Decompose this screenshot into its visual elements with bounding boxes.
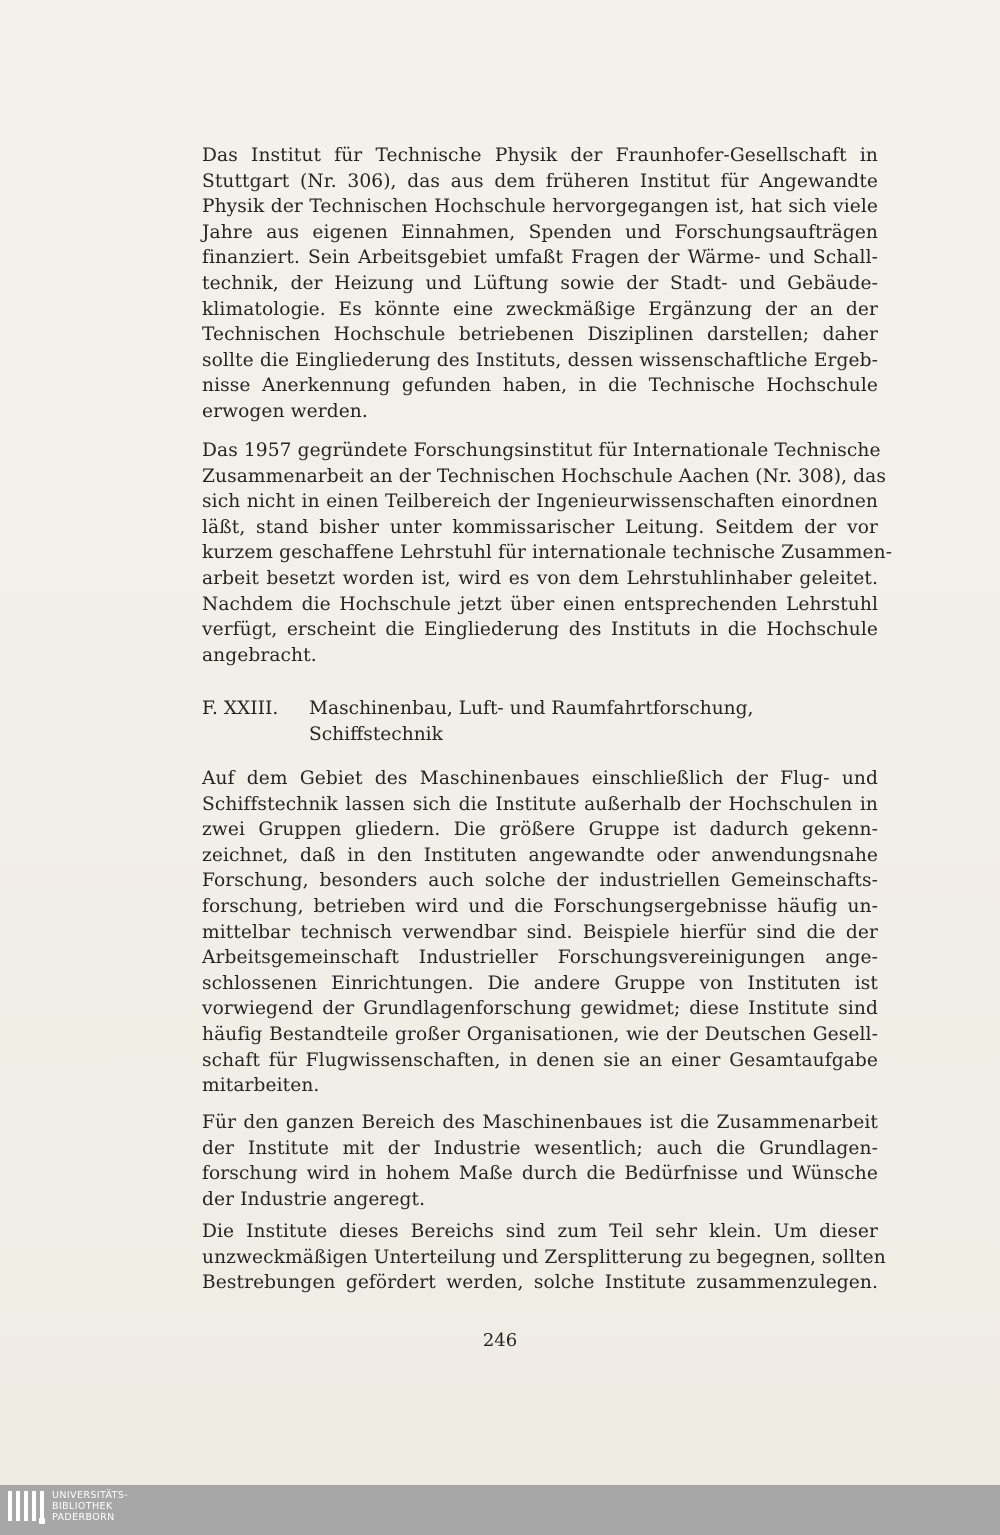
text-line: Zusammenarbeit an der Technischen Hochschule Aachen (Nr. 308), das: [202, 465, 886, 487]
text-line: der Institute mit der Industrie wesentlich; auch die Grundlagen-: [202, 1137, 878, 1159]
text-line: sich nicht in einen Teilbereich der Ingenieurwissenschaften einordnen: [202, 491, 878, 513]
text-line: der Industrie angeregt.: [202, 1188, 426, 1210]
text-line: finanziert. Sein Arbeitsgebiet umfaßt Fragen der Wärme- und Schall-: [202, 247, 878, 269]
text-line: Nachdem die Hochschule jetzt über einen entsprechenden Lehrstuhl: [202, 593, 878, 615]
section-title-line-1: Maschinenbau, Luft- und Raumfahrtforschung,: [309, 698, 754, 719]
text-line: kurzem geschaffene Lehrstuhl für internationale technische Zusammen-: [202, 542, 893, 564]
text-line: Physik der Technischen Hochschule hervorgegangen ist, hat sich viele: [202, 196, 878, 218]
text-line: schaft für Flugwissenschaften, in denen sie an einer Gesamtaufgabe: [202, 1049, 878, 1071]
logo-line-1: UNIVERSITÄTS-: [52, 1490, 129, 1501]
text-line: zeichnet, daß in den Instituten angewandte oder anwendungsnahe: [202, 844, 878, 866]
text-line: Bestrebungen gefördert werden, solche Institute zusammenzulegen.: [202, 1272, 878, 1294]
text-line: Auf dem Gebiet des Maschinenbaues einschließlich der Flug- und: [202, 768, 878, 789]
text-line: Die Institute dieses Bereichs sind zum Teil sehr klein. Um dieser: [202, 1221, 878, 1242]
paragraph-zusammenarbeit-industrie: [202, 1110, 878, 1212]
text-line: mittelbar technisch verwendbar sind. Beispiele hierfür sind die der: [202, 921, 878, 943]
text-line: arbeit besetzt worden ist, wird es von dem Lehrstuhlinhaber geleitet.: [202, 567, 878, 589]
paragraph-institut-technische-physik: [202, 143, 878, 425]
text-line: Stuttgart (Nr. 306), das aus dem früheren Institut für Angewandte: [202, 170, 878, 192]
text-line: Das Institut für Technische Physik der Fraunhofer-Gesellschaft in: [202, 145, 878, 166]
text-line: zwei Gruppen gliedern. Die größere Gruppe ist dadurch gekenn-: [202, 819, 878, 841]
text-line: Arbeitsgemeinschaft Industrieller Forschungsvereinigungen ange-: [202, 947, 878, 969]
text-line: Das 1957 gegründete Forschungsinstitut für Internationale Technische: [202, 440, 881, 461]
text-line: erwogen werden.: [202, 400, 368, 422]
paragraph-maschinenbau-gruppen: [202, 766, 878, 1099]
text-line: sollte die Eingliederung des Instituts, dessen wissenschaftliche Ergeb-: [202, 349, 878, 371]
text-line: Jahre aus eigenen Einnahmen, Spenden und Forschungsaufträgen: [202, 221, 878, 243]
text-line: vorwiegend der Grundlagenforschung gewidmet; diese Institute sind: [202, 998, 878, 1020]
text-line: angebracht.: [202, 644, 317, 666]
logo-line-2: BIBLIOTHEK: [52, 1501, 113, 1512]
page-number: 246: [482, 1330, 518, 1351]
text-line: nisse Anerkennung gefunden haben, in die Technische Hochschule: [202, 375, 878, 397]
logo-line-3: PADERBORN: [52, 1512, 115, 1523]
text-line: läßt, stand bisher unter kommissarischer Leitung. Seitdem der vor: [202, 516, 878, 538]
text-line: technik, der Heizung und Lüftung sowie der Stadt- und Gebäude-: [202, 272, 878, 294]
paragraph-forschungsinstitut-aachen: [202, 438, 893, 668]
text-line: klimatologie. Es könnte eine zweckmäßige Ergänzung der an der: [202, 298, 878, 320]
paragraph-institute-klein: [202, 1219, 886, 1296]
text-line: mitarbeiten.: [202, 1075, 320, 1097]
text-line: verfügt, erscheint die Eingliederung des Instituts in die Hochschule: [202, 619, 878, 641]
logo-dot-icon: [39, 1518, 45, 1524]
text-line: schlossenen Einrichtungen. Die andere Gruppe von Instituten ist: [202, 972, 878, 994]
section-number: F. XXIII.: [202, 698, 279, 719]
library-logo-text: [52, 1490, 128, 1523]
text-line: unzweckmäßigen Unterteilung und Zersplitterung zu begegnen, sollten: [202, 1246, 886, 1268]
text-line: häufig Bestandteile großer Organisationen, wie der Deutschen Gesell-: [202, 1023, 878, 1045]
library-footer-band: [0, 1485, 1000, 1535]
text-line: Für den ganzen Bereich des Maschinenbaues ist die Zusammenarbeit: [202, 1112, 878, 1133]
text-line: forschung wird in hohem Maße durch die Bedürfnisse und Wünsche: [202, 1163, 878, 1185]
section-title-line-2: Schiffstechnik: [309, 723, 443, 745]
text-line: forschung, betrieben wird und die Forschungsergebnisse häufig un-: [202, 895, 878, 917]
text-line: Forschung, besonders auch solche der industriellen Gemeinschafts-: [202, 870, 878, 892]
text-line: Schiffstechnik lassen sich die Institute außerhalb der Hochschulen in: [202, 793, 878, 815]
text-line: Technischen Hochschule betriebenen Disziplinen darstellen; daher: [202, 324, 878, 346]
